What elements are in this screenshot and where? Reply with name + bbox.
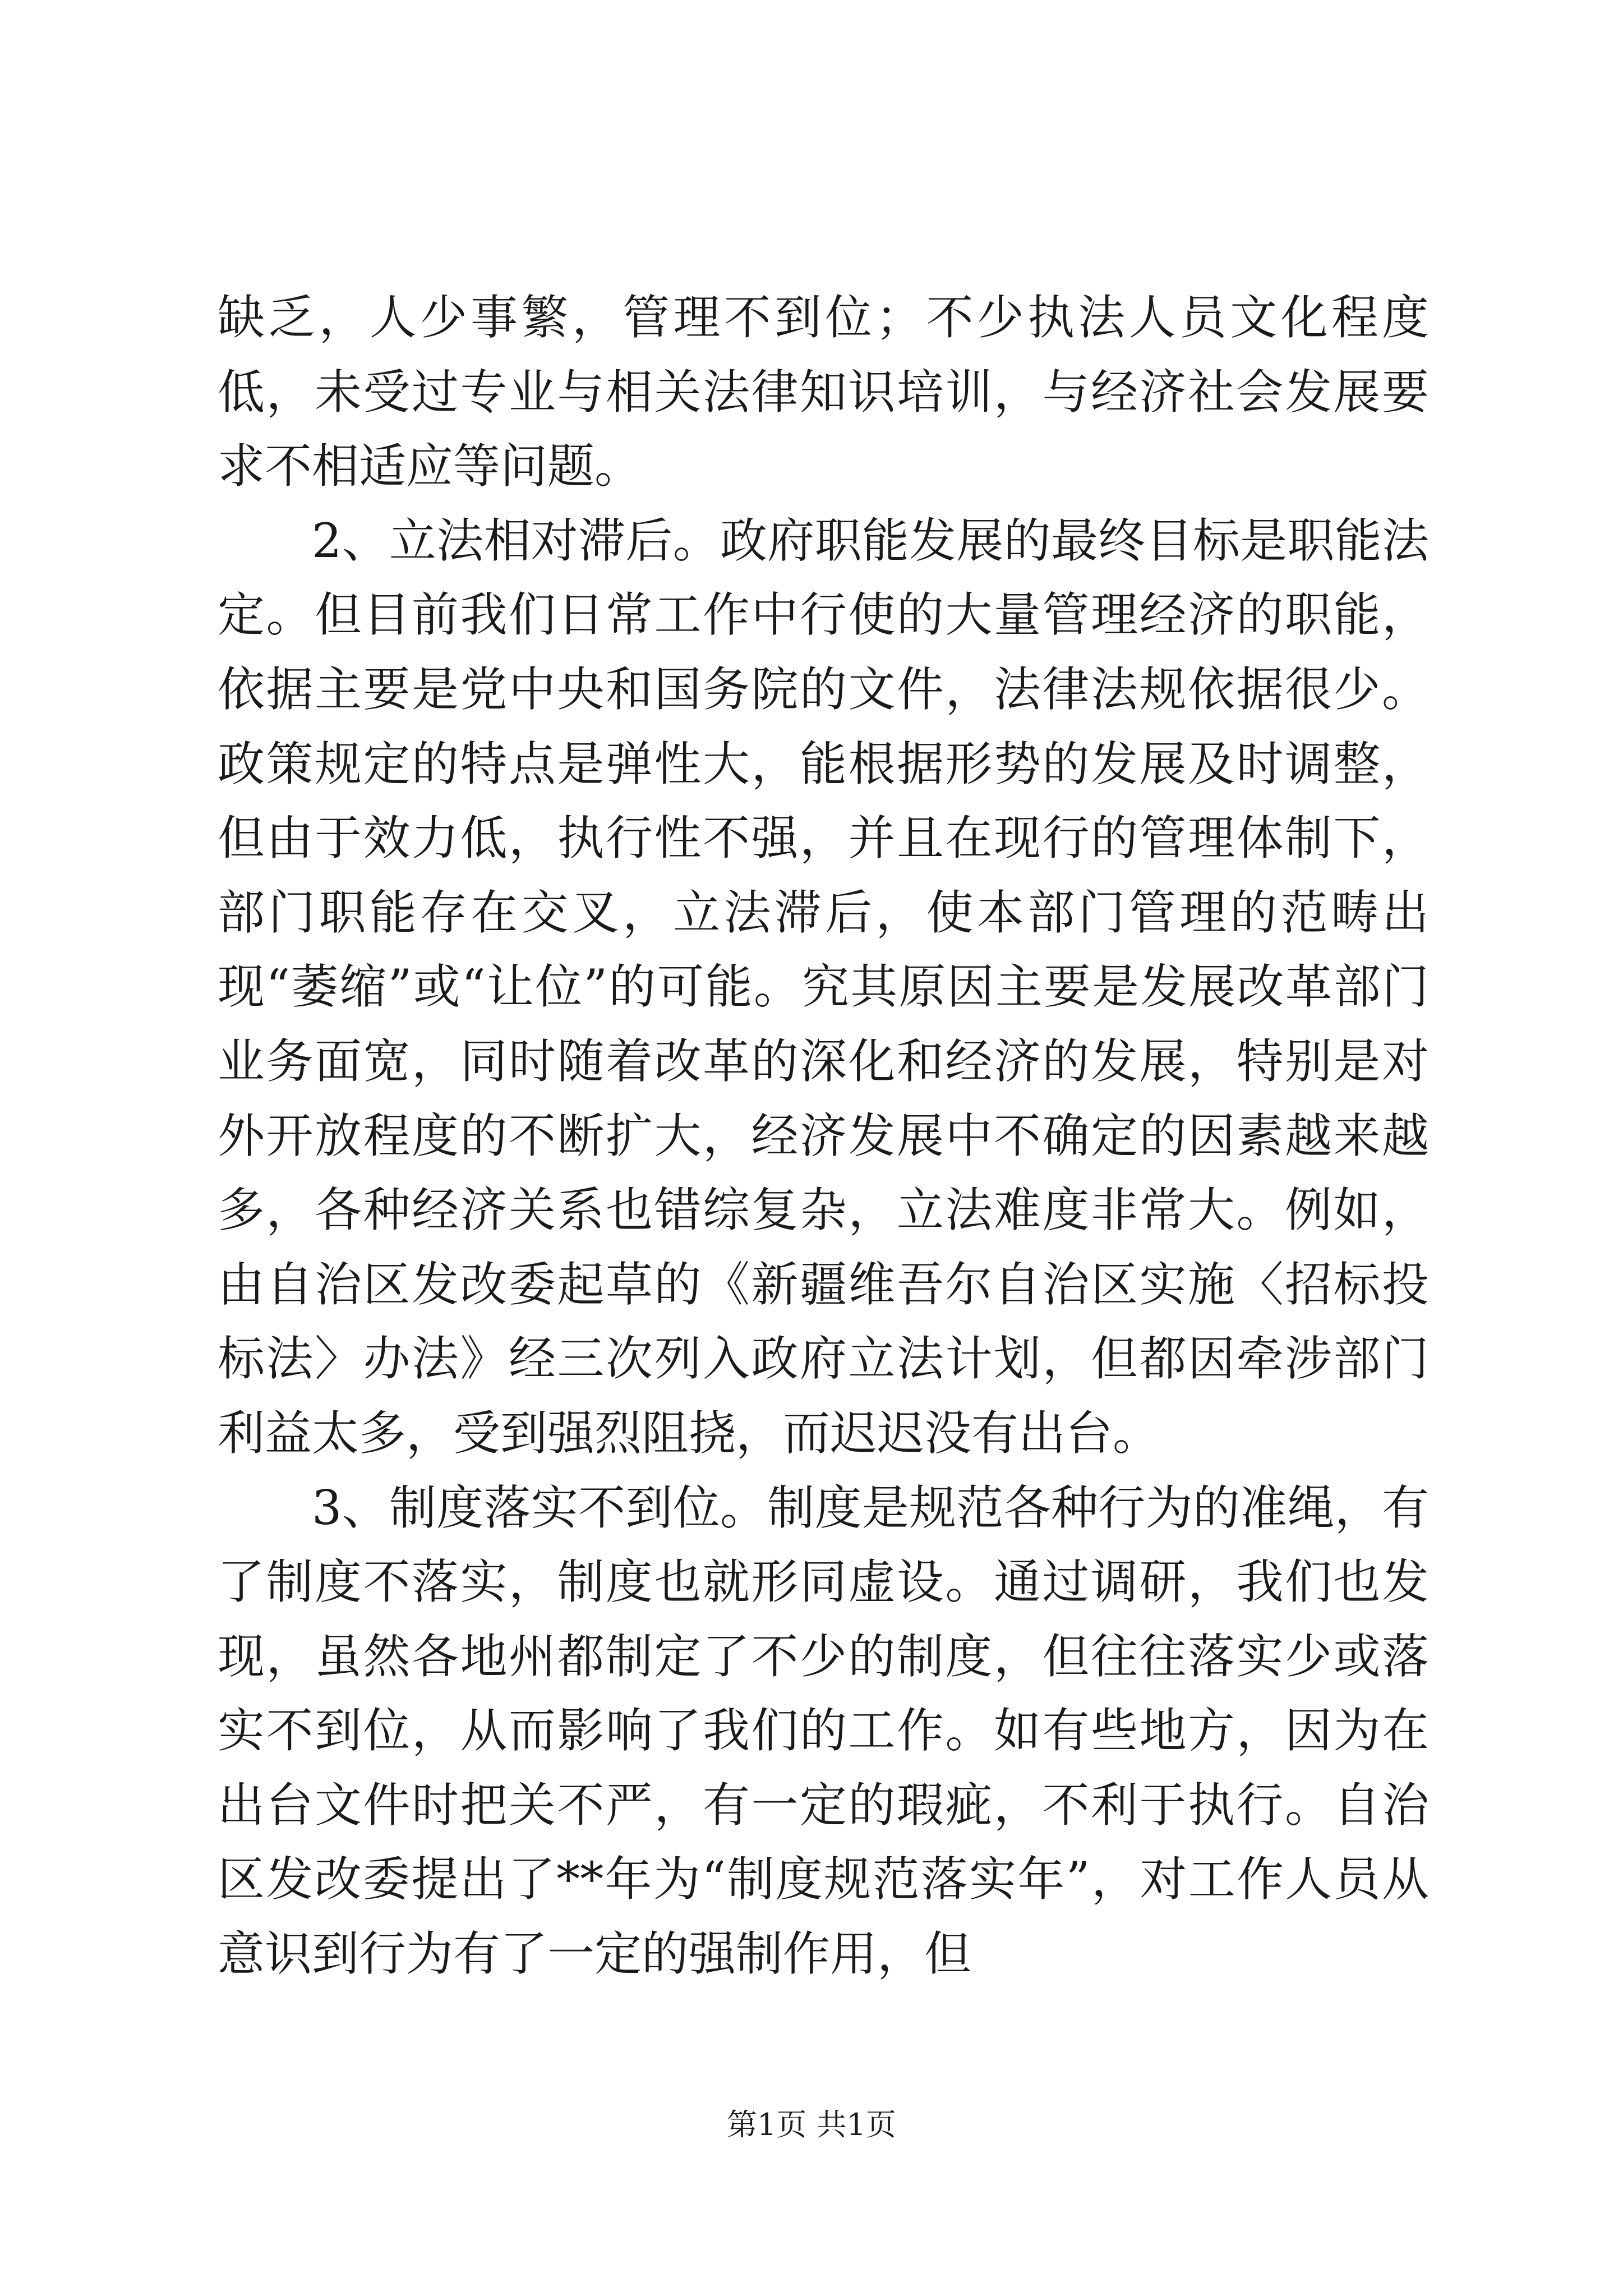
paragraph-1: 缺乏，人少事繁，管理不到位；不少执法人员文化程度低，未受过专业与相关法律知识培训，与经济社会发展要求不相适应等问题。	[218, 290, 1429, 494]
page-footer: 第1页 共1页	[727, 2107, 896, 2142]
paragraph-3: 3、制度落实不到位。制度是规范各种行为的准绳，有了制度不落实，制度也就形同虚设。通过调研，我们也发现，虽然各地州都制定了不少的制度，但往往落实少或落实不到位，从而影响了我们的工作。如有些地方，因为在出台文件时把关不严，有一定的瑕疵，不利于执行。自治区发改委提出了**年为“制度规范落实年”，对工作人员从意识到行为有了一定的强制作用，但	[218, 1480, 1429, 1982]
document-body	[218, 280, 1429, 1991]
paragraph-2: 2、立法相对滞后。政府职能发展的最终目标是职能法定。但目前我们日常工作中行使的大量管理经济的职能，依据主要是党中央和国务院的文件，法律法规依据很少。政策规定的特点是弹性大，能根据形势的发展及时调整，但由于效力低，执行性不强，并且在现行的管理体制下，部门职能存在交叉，立法滞后，使本部门管理的范畴出现“萎缩”或“让位”的可能。究其原因主要是发展改革部门业务面宽，同时随着改革的深化和经济的发展，特别是对外开放程度的不断扩大，经济发展中不确定的因素越来越多，各种经济关系也错综复杂，立法难度非常大。例如，由自治区发改委起草的《新疆维吾尔自治区实施〈招标投标法〉办法》经三次列入政府立法计划，但都因牵涉部门利益太多，受到强烈阻挠，而迟迟没有出台。	[218, 513, 1429, 1461]
